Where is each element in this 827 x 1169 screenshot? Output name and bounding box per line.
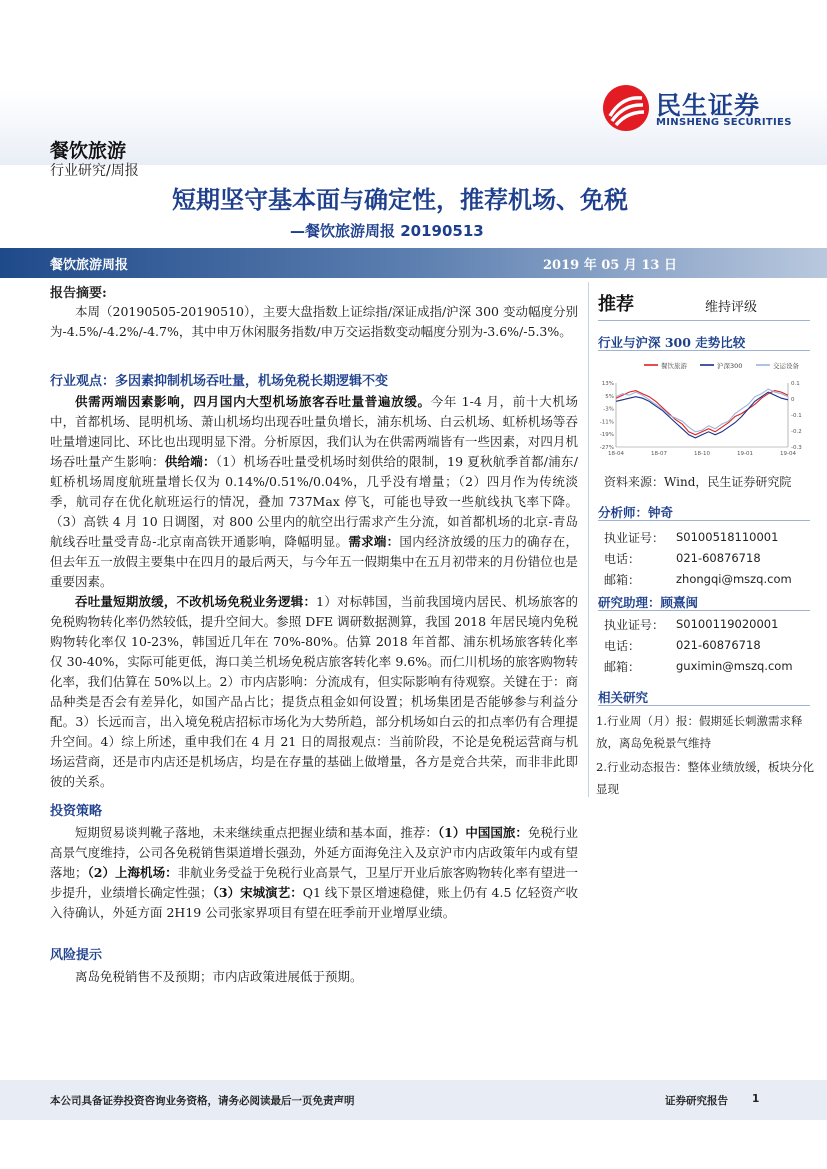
minsheng-logo-icon xyxy=(602,84,650,132)
chart-legend xyxy=(644,361,800,370)
series-line-2 xyxy=(616,389,788,432)
related-item-2[interactable]: 2.行业动态报告：整体业绩放缓，板块分化显现 xyxy=(596,760,814,796)
pick-1-label: （1）中国国旅： xyxy=(437,825,528,840)
x-tick-label: 19-01 xyxy=(737,451,753,457)
analyst-divider xyxy=(598,520,810,521)
p2-lead: 吞吐量短期放缓，不改机场免税业务逻辑： xyxy=(75,594,317,609)
series-line-1 xyxy=(616,392,788,438)
y-left-tick-label: 5% xyxy=(605,393,614,400)
x-tick-label: 19-04 xyxy=(780,451,796,457)
risk-body xyxy=(50,967,578,987)
pick-3-label: （3）宋城演艺： xyxy=(212,885,303,900)
rating-divider xyxy=(598,320,810,321)
industry-name: 餐饮旅游 xyxy=(50,140,127,162)
y-right-tick-label: -0.2 xyxy=(791,429,802,435)
analyst-phone-label: 电话： xyxy=(604,552,641,566)
pick-3-text: Q1 线下景区增速稳健，账上仍有 4.5 亿轻资产收入待确认，外延方面 2H19 公司张家界项目有望在旺季前开业增厚业绩。 xyxy=(50,885,578,920)
assistant-email[interactable]: guximin@mszq.com xyxy=(676,659,793,673)
p1-text-a: 今年 1-4 月，前十大机场中，首都机场、昆明机场、萧山机场均出现吞吐量负增长，浦东机场、白云机场、虹桥机场等吞吐量增速同比、环比也出现明显下滑。分析原因，我们认为在供需两端皆有一些因素，对四月机场吞吐量产生影响： xyxy=(50,394,578,469)
analyst-email[interactable]: zhongqi@mszq.com xyxy=(676,572,792,586)
pick-2-label: （2）上海机场： xyxy=(87,865,178,880)
bar-report-name: 餐饮旅游周报 xyxy=(50,258,129,273)
report-title: 短期坚守基本面与确定性，推荐机场、免税 xyxy=(172,186,628,214)
assistant-heading: 研究助理：顾熹闽 xyxy=(598,595,699,610)
page-number: 1 xyxy=(752,1093,760,1105)
y-right-tick-label: 0 xyxy=(791,397,795,403)
x-tick-label: 18-10 xyxy=(694,451,710,457)
rating-note: 维持评级 xyxy=(705,300,758,315)
p1-text-c: 国内经济放缓的压力的确存在，但去年五一放假主要集中在四月的最后两天，与今年五一假期集中在五月初带来的月份错位也是重要因素。 xyxy=(50,534,578,589)
viewpoint-paragraph-2 xyxy=(50,592,578,792)
footer-disclaimer: 本公司具备证券投资咨询业务资格，请务必阅读最后一页免责声明 xyxy=(50,1095,355,1107)
y-right-tick-label: -0.1 xyxy=(791,413,802,419)
p1-supply-label: 供给端： xyxy=(164,454,216,469)
x-tick-label: 18-07 xyxy=(651,451,667,457)
p1-lead: 供需两端因素影响，四月国内大型机场旅客吞吐量普遍放缓。 xyxy=(75,394,431,409)
column-divider xyxy=(588,282,589,797)
related-heading: 相关研究 xyxy=(598,690,649,705)
strategy-heading: 投资策略 xyxy=(50,804,103,819)
series-line-0 xyxy=(616,391,788,435)
footer-label: 证券研究报告 xyxy=(665,1095,728,1107)
pick-2-text: 非航业务受益于免税行业高景气，卫星厅开业后旅客购物转化率有望进一步提升，业绩增长确定性强； xyxy=(50,865,578,900)
related-divider xyxy=(598,705,810,706)
chart-heading: 行业与沪深 300 走势比较 xyxy=(598,335,746,350)
assistant-divider xyxy=(598,610,810,611)
summary-paragraph: 本周（20190505-20190510），主要大盘指数上证综指/深证成指/沪深 300 变动幅度分别为-4.5%/-4.2%/-4.7%，其中申万休闲服务指数/申万交运指数变动幅度分别为-3.6%/-5.3%。 xyxy=(50,304,578,339)
y-left-tick-label: -3% xyxy=(603,406,614,413)
legend-label-0: 餐饮旅游 xyxy=(661,362,687,370)
rating: 推荐 xyxy=(598,294,634,315)
analyst-phone: 021-60876718 xyxy=(676,551,761,565)
strategy-body xyxy=(50,823,578,923)
y-right-tick-label: 0.1 xyxy=(791,381,800,387)
chart-head-divider xyxy=(598,350,810,351)
y-left-tick-label: 13% xyxy=(601,381,614,387)
report-type: 行业研究/周报 xyxy=(50,163,139,179)
p1-demand-label: 需求端： xyxy=(348,534,400,549)
strategy-paragraph xyxy=(50,823,578,923)
legend-label-2: 交运设备 xyxy=(773,362,799,370)
bar-report-date: 2019 年 05 月 13 日 xyxy=(543,258,677,273)
analyst-email-label: 邮箱： xyxy=(604,573,641,587)
related-item-1[interactable]: 1.行业周（月）报：假期延长刺激需求释放，离岛免税景气维持 xyxy=(596,714,803,750)
summary-body xyxy=(50,302,578,342)
x-tick-label: 18-04 xyxy=(608,451,624,457)
chart-source: 资料来源：Wind，民生证券研究院 xyxy=(604,475,792,489)
assistant-license: S0100119020001 xyxy=(676,617,779,631)
analyst-license-label: 执业证号： xyxy=(604,531,665,545)
pick-1-text: 免税行业高景气度维持，公司各免税销售渠道增长强劲，外延方面海免注入及京沪市内店政策年内或有望落地； xyxy=(50,825,578,880)
y-left-tick-label: -19% xyxy=(599,432,614,439)
analyst-license: S0100518110001 xyxy=(676,530,779,544)
logo-english: MINSHENG SECURITIES xyxy=(656,117,792,128)
legend-label-1: 沪深300 xyxy=(717,362,743,370)
logo-chinese: 民生证券 xyxy=(656,91,761,120)
viewpoint-paragraph-1 xyxy=(50,392,578,592)
assistant-phone-label: 电话： xyxy=(604,639,641,653)
assistant-email-label: 邮箱： xyxy=(604,660,641,674)
p2-text: 1）对标韩国，当前我国境内居民、机场旅客的免税购物转化率仍然较低，提升空间大。参照 DFE 调研数据测算，我国 2018 年居民境内免税购物转化率仅 10-23%，韩国近几年在 70%-80%。估算 2018 年首都、浦东机场旅客转化率仅 30-40%，实际可能更低，海口美兰机场免税店旅客转化率 9.6%。而仁川机场的旅客购物转化率，我们估算在 50%以上。2）市内店影响：分流成有，但实际影响有待观察。关键在于：商品种类是否会有差异化，如国产品占比；提货点租金如何设置；机场集团是否能够参与利益分配。3）长远而言，出入境免税店招标市场化为大势所趋，部分机场如白云的扣点率仍有合理提升空间。4）综上所述，重申我们在 4 月 21 日的周报观点：当前阶段，不论是免税运营商与机场运营商，还是市内店还是机场店，均是在存量的基础上做增量，各方是竞合共荣，而非非此即彼的关系。 xyxy=(50,594,578,789)
assistant-license-label: 执业证号： xyxy=(604,618,665,632)
y-left-tick-label: -27% xyxy=(599,445,614,451)
risk-heading: 风险提示 xyxy=(50,948,103,963)
risk-text: 离岛免税销售不及预期；市内店政策进展低于预期。 xyxy=(75,969,363,984)
summary-heading: 报告摘要: xyxy=(50,286,107,301)
y-right-tick-label: -0.3 xyxy=(791,445,802,451)
report-subtitle: —餐饮旅游周报 20190513 xyxy=(290,222,484,240)
strategy-intro: 短期贸易谈判靴子落地，未来继续重点把握业绩和基本面，推荐： xyxy=(75,825,438,840)
p1-text-b: （1）机场吞吐量受机场时刻供给的限制，19 夏秋航季首都/浦东/虹桥机场周度航班量增长仅为 0.14%/0.51%/0.04%，几乎没有增量；（2）四月作为传统淡季，航司存在优化航班运行的情况，叠加 737Max 停飞，可能也导致一些航线执飞率下降。（3）高铁 4 月 10 日调图，对 800 公里内的航空出行需求产生分流，如首都机场的北京-青岛航线吞吐量受青岛-北京南高铁开通影响，降幅明显。 xyxy=(50,454,578,549)
assistant-phone: 021-60876718 xyxy=(676,638,761,652)
viewpoint-body xyxy=(50,392,578,792)
chart-lines xyxy=(616,389,788,438)
trend-chart xyxy=(596,355,812,463)
analyst-heading: 分析师：钟奇 xyxy=(598,505,674,520)
y-left-tick-label: -11% xyxy=(599,419,614,426)
viewpoint-heading: 行业观点：多因素抑制机场吞吐量，机场免税长期逻辑不变 xyxy=(50,374,389,389)
